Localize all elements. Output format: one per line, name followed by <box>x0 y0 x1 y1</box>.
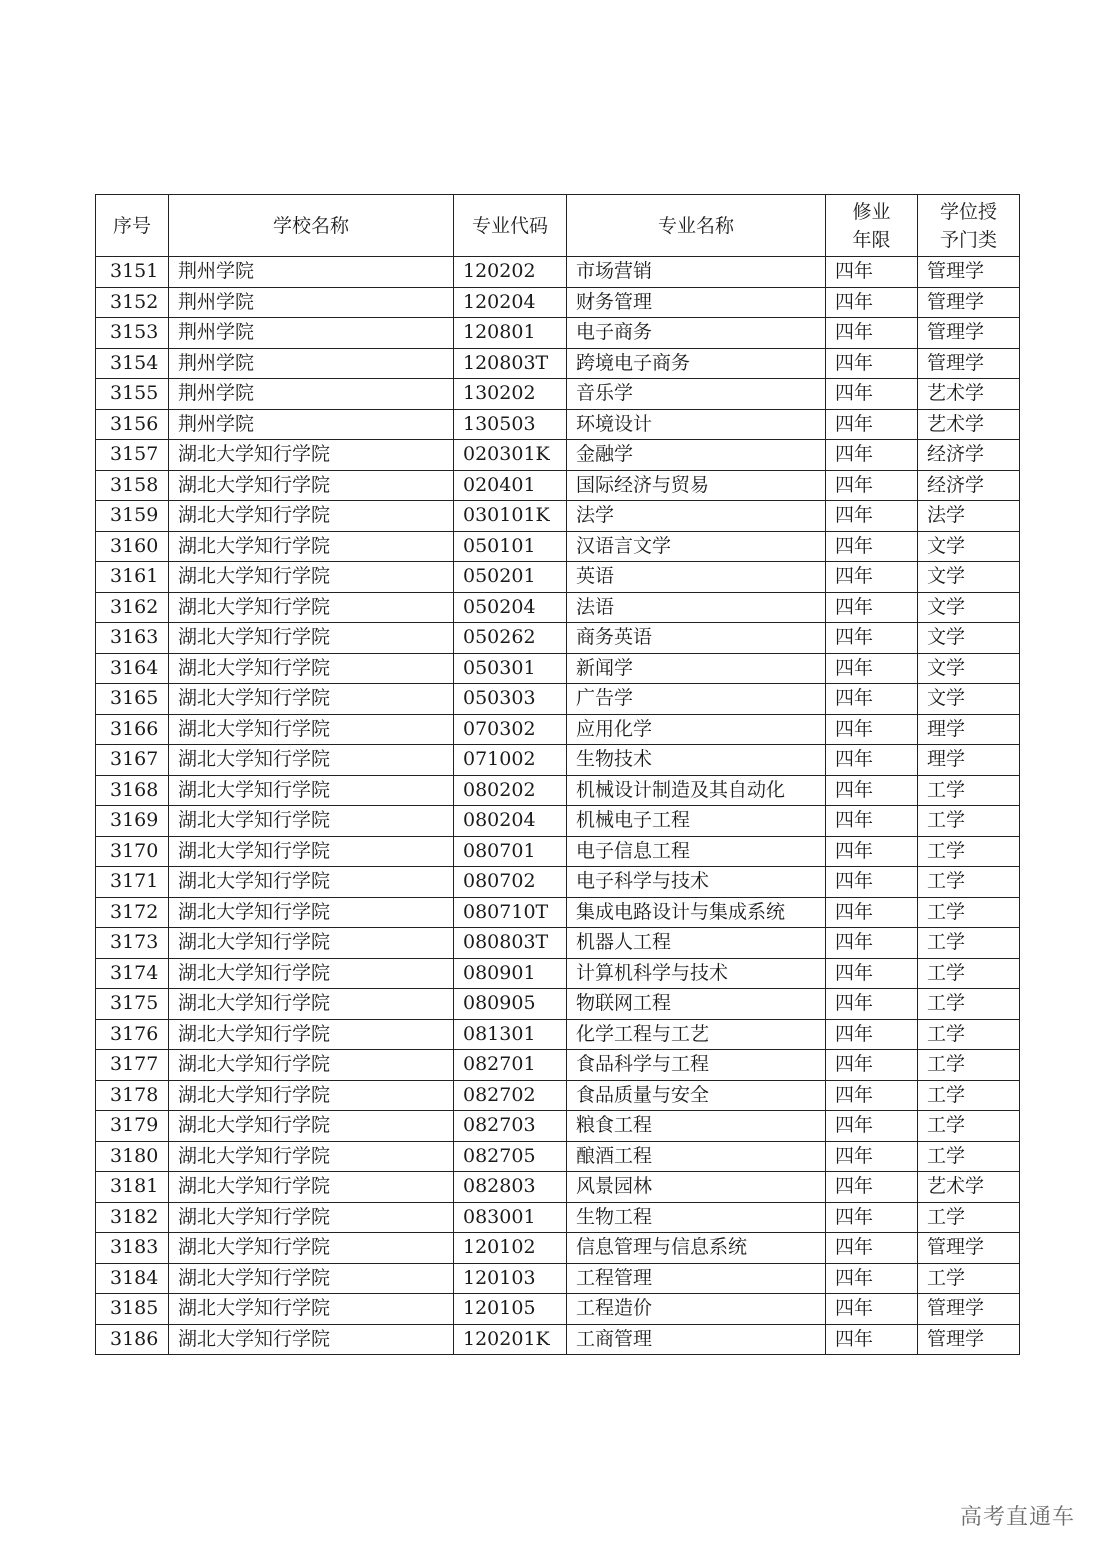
cell-degree: 法学 <box>918 501 1020 532</box>
cell-code: 082705 <box>454 1141 567 1172</box>
cell-code: 050262 <box>454 623 567 654</box>
cell-code: 080701 <box>454 836 567 867</box>
cell-years: 四年 <box>826 409 918 440</box>
cell-no: 3168 <box>96 775 169 806</box>
cell-code: 120204 <box>454 287 567 318</box>
cell-code: 080905 <box>454 989 567 1020</box>
table-row <box>96 592 1020 623</box>
cell-degree: 管理学 <box>918 257 1020 288</box>
cell-years: 四年 <box>826 1263 918 1294</box>
table-row <box>96 836 1020 867</box>
cell-code: 083001 <box>454 1202 567 1233</box>
table-row <box>96 1294 1020 1325</box>
cell-degree: 工学 <box>918 1019 1020 1050</box>
cell-code: 120803T <box>454 348 567 379</box>
cell-degree: 管理学 <box>918 1324 1020 1355</box>
cell-major: 法语 <box>567 592 826 623</box>
cell-degree: 工学 <box>918 1111 1020 1142</box>
cell-major: 工程造价 <box>567 1294 826 1325</box>
cell-major: 机械电子工程 <box>567 806 826 837</box>
header-code: 专业代码 <box>454 195 567 257</box>
cell-school: 湖北大学知行学院 <box>169 1294 454 1325</box>
cell-code: 120801 <box>454 318 567 349</box>
cell-code: 070302 <box>454 714 567 745</box>
cell-years: 四年 <box>826 867 918 898</box>
cell-years: 四年 <box>826 348 918 379</box>
cell-school: 湖北大学知行学院 <box>169 653 454 684</box>
cell-years: 四年 <box>826 287 918 318</box>
cell-degree: 理学 <box>918 745 1020 776</box>
cell-years: 四年 <box>826 928 918 959</box>
cell-degree: 文学 <box>918 653 1020 684</box>
table-row <box>96 684 1020 715</box>
table-row <box>96 318 1020 349</box>
cell-no: 3180 <box>96 1141 169 1172</box>
cell-degree: 艺术学 <box>918 379 1020 410</box>
table-row <box>96 1233 1020 1264</box>
cell-school: 湖北大学知行学院 <box>169 501 454 532</box>
cell-school: 湖北大学知行学院 <box>169 1324 454 1355</box>
cell-major: 风景园林 <box>567 1172 826 1203</box>
cell-no: 3184 <box>96 1263 169 1294</box>
table-row <box>96 1202 1020 1233</box>
table-row <box>96 1263 1020 1294</box>
cell-major: 信息管理与信息系统 <box>567 1233 826 1264</box>
cell-no: 3185 <box>96 1294 169 1325</box>
cell-major: 电子商务 <box>567 318 826 349</box>
cell-school: 湖北大学知行学院 <box>169 1263 454 1294</box>
cell-no: 3170 <box>96 836 169 867</box>
table-header <box>96 195 1020 257</box>
table-row <box>96 897 1020 928</box>
cell-school: 湖北大学知行学院 <box>169 684 454 715</box>
header-degree: 学位授 予门类 <box>918 195 1020 257</box>
table-row <box>96 623 1020 654</box>
cell-degree: 工学 <box>918 1263 1020 1294</box>
cell-years: 四年 <box>826 1324 918 1355</box>
cell-major: 环境设计 <box>567 409 826 440</box>
cell-school: 荆州学院 <box>169 348 454 379</box>
cell-school: 荆州学院 <box>169 379 454 410</box>
table-row <box>96 379 1020 410</box>
cell-no: 3166 <box>96 714 169 745</box>
cell-years: 四年 <box>826 318 918 349</box>
table-row <box>96 1324 1020 1355</box>
header-school: 学校名称 <box>169 195 454 257</box>
cell-school: 湖北大学知行学院 <box>169 989 454 1020</box>
cell-school: 湖北大学知行学院 <box>169 775 454 806</box>
table-row <box>96 501 1020 532</box>
table-row <box>96 958 1020 989</box>
cell-no: 3163 <box>96 623 169 654</box>
cell-school: 湖北大学知行学院 <box>169 1050 454 1081</box>
cell-years: 四年 <box>826 684 918 715</box>
table-row <box>96 1111 1020 1142</box>
cell-code: 120202 <box>454 257 567 288</box>
cell-years: 四年 <box>826 958 918 989</box>
cell-major: 财务管理 <box>567 287 826 318</box>
cell-school: 湖北大学知行学院 <box>169 1233 454 1264</box>
cell-code: 080202 <box>454 775 567 806</box>
cell-degree: 管理学 <box>918 348 1020 379</box>
cell-major: 机器人工程 <box>567 928 826 959</box>
cell-degree: 工学 <box>918 897 1020 928</box>
cell-years: 四年 <box>826 1233 918 1264</box>
cell-major: 化学工程与工艺 <box>567 1019 826 1050</box>
cell-years: 四年 <box>826 714 918 745</box>
table-row <box>96 806 1020 837</box>
cell-school: 湖北大学知行学院 <box>169 928 454 959</box>
cell-major: 国际经济与贸易 <box>567 470 826 501</box>
cell-code: 050204 <box>454 592 567 623</box>
table-row <box>96 775 1020 806</box>
cell-degree: 工学 <box>918 1141 1020 1172</box>
cell-code: 050303 <box>454 684 567 715</box>
cell-major: 音乐学 <box>567 379 826 410</box>
cell-school: 湖北大学知行学院 <box>169 1172 454 1203</box>
cell-degree: 工学 <box>918 1202 1020 1233</box>
cell-code: 080204 <box>454 806 567 837</box>
cell-years: 四年 <box>826 1294 918 1325</box>
cell-school: 湖北大学知行学院 <box>169 592 454 623</box>
cell-no: 3159 <box>96 501 169 532</box>
cell-major: 工程管理 <box>567 1263 826 1294</box>
watermark: 高考直通车 <box>959 1505 1075 1530</box>
cell-years: 四年 <box>826 989 918 1020</box>
table-row <box>96 867 1020 898</box>
cell-degree: 工学 <box>918 775 1020 806</box>
cell-major: 粮食工程 <box>567 1111 826 1142</box>
cell-degree: 工学 <box>918 928 1020 959</box>
cell-degree: 文学 <box>918 592 1020 623</box>
cell-years: 四年 <box>826 592 918 623</box>
table-row <box>96 531 1020 562</box>
table-body <box>96 257 1020 1355</box>
cell-code: 130503 <box>454 409 567 440</box>
cell-years: 四年 <box>826 806 918 837</box>
cell-degree: 工学 <box>918 836 1020 867</box>
cell-school: 湖北大学知行学院 <box>169 958 454 989</box>
cell-no: 3173 <box>96 928 169 959</box>
table-row <box>96 1080 1020 1111</box>
cell-major: 法学 <box>567 501 826 532</box>
cell-code: 081301 <box>454 1019 567 1050</box>
cell-no: 3157 <box>96 440 169 471</box>
cell-school: 湖北大学知行学院 <box>169 562 454 593</box>
cell-school: 荆州学院 <box>169 318 454 349</box>
cell-major: 计算机科学与技术 <box>567 958 826 989</box>
cell-major: 酿酒工程 <box>567 1141 826 1172</box>
cell-major: 生物工程 <box>567 1202 826 1233</box>
cell-years: 四年 <box>826 623 918 654</box>
cell-code: 130202 <box>454 379 567 410</box>
cell-years: 四年 <box>826 257 918 288</box>
table-row <box>96 470 1020 501</box>
cell-major: 生物技术 <box>567 745 826 776</box>
table-row <box>96 1141 1020 1172</box>
cell-code: 050101 <box>454 531 567 562</box>
cell-degree: 管理学 <box>918 1233 1020 1264</box>
cell-code: 071002 <box>454 745 567 776</box>
cell-code: 030101K <box>454 501 567 532</box>
cell-no: 3167 <box>96 745 169 776</box>
cell-major: 金融学 <box>567 440 826 471</box>
cell-major: 电子科学与技术 <box>567 867 826 898</box>
cell-major: 商务英语 <box>567 623 826 654</box>
cell-code: 080901 <box>454 958 567 989</box>
cell-no: 3177 <box>96 1050 169 1081</box>
cell-no: 3186 <box>96 1324 169 1355</box>
cell-years: 四年 <box>826 501 918 532</box>
cell-years: 四年 <box>826 653 918 684</box>
cell-school: 湖北大学知行学院 <box>169 714 454 745</box>
cell-code: 082701 <box>454 1050 567 1081</box>
cell-degree: 管理学 <box>918 287 1020 318</box>
cell-no: 3175 <box>96 989 169 1020</box>
cell-code: 020401 <box>454 470 567 501</box>
table-row <box>96 409 1020 440</box>
cell-school: 湖北大学知行学院 <box>169 1080 454 1111</box>
majors-table <box>95 194 1020 1355</box>
cell-years: 四年 <box>826 775 918 806</box>
cell-code: 080710T <box>454 897 567 928</box>
cell-school: 湖北大学知行学院 <box>169 897 454 928</box>
cell-degree: 管理学 <box>918 318 1020 349</box>
cell-years: 四年 <box>826 531 918 562</box>
cell-school: 湖北大学知行学院 <box>169 867 454 898</box>
cell-no: 3161 <box>96 562 169 593</box>
cell-years: 四年 <box>826 440 918 471</box>
cell-no: 3155 <box>96 379 169 410</box>
cell-school: 湖北大学知行学院 <box>169 470 454 501</box>
cell-no: 3179 <box>96 1111 169 1142</box>
cell-no: 3174 <box>96 958 169 989</box>
cell-years: 四年 <box>826 897 918 928</box>
cell-degree: 经济学 <box>918 470 1020 501</box>
cell-years: 四年 <box>826 379 918 410</box>
cell-major: 食品科学与工程 <box>567 1050 826 1081</box>
cell-degree: 工学 <box>918 1080 1020 1111</box>
cell-major: 工商管理 <box>567 1324 826 1355</box>
table-row <box>96 1019 1020 1050</box>
table-row <box>96 745 1020 776</box>
cell-code: 080803T <box>454 928 567 959</box>
cell-code: 082703 <box>454 1111 567 1142</box>
cell-code: 082803 <box>454 1172 567 1203</box>
cell-years: 四年 <box>826 1019 918 1050</box>
cell-no: 3169 <box>96 806 169 837</box>
cell-major: 市场营销 <box>567 257 826 288</box>
cell-major: 机械设计制造及其自动化 <box>567 775 826 806</box>
cell-major: 英语 <box>567 562 826 593</box>
table-row <box>96 348 1020 379</box>
cell-degree: 工学 <box>918 806 1020 837</box>
cell-degree: 文学 <box>918 531 1020 562</box>
cell-school: 湖北大学知行学院 <box>169 806 454 837</box>
cell-degree: 文学 <box>918 623 1020 654</box>
cell-code: 120105 <box>454 1294 567 1325</box>
cell-code: 080702 <box>454 867 567 898</box>
cell-school: 湖北大学知行学院 <box>169 1111 454 1142</box>
cell-code: 020301K <box>454 440 567 471</box>
table-row <box>96 1050 1020 1081</box>
cell-code: 050301 <box>454 653 567 684</box>
cell-major: 物联网工程 <box>567 989 826 1020</box>
cell-degree: 理学 <box>918 714 1020 745</box>
cell-school: 荆州学院 <box>169 409 454 440</box>
table-row <box>96 928 1020 959</box>
cell-code: 120201K <box>454 1324 567 1355</box>
cell-school: 湖北大学知行学院 <box>169 623 454 654</box>
cell-years: 四年 <box>826 1202 918 1233</box>
header-major: 专业名称 <box>567 195 826 257</box>
cell-major: 汉语言文学 <box>567 531 826 562</box>
table-row <box>96 257 1020 288</box>
cell-years: 四年 <box>826 1080 918 1111</box>
cell-school: 湖北大学知行学院 <box>169 836 454 867</box>
cell-degree: 管理学 <box>918 1294 1020 1325</box>
cell-code: 120102 <box>454 1233 567 1264</box>
cell-degree: 工学 <box>918 958 1020 989</box>
cell-major: 新闻学 <box>567 653 826 684</box>
cell-degree: 工学 <box>918 989 1020 1020</box>
header-years: 修业 年限 <box>826 195 918 257</box>
cell-no: 3156 <box>96 409 169 440</box>
cell-no: 3151 <box>96 257 169 288</box>
cell-school: 湖北大学知行学院 <box>169 1202 454 1233</box>
cell-no: 3164 <box>96 653 169 684</box>
cell-no: 3158 <box>96 470 169 501</box>
cell-code: 082702 <box>454 1080 567 1111</box>
cell-years: 四年 <box>826 1172 918 1203</box>
cell-school: 湖北大学知行学院 <box>169 1141 454 1172</box>
cell-school: 湖北大学知行学院 <box>169 440 454 471</box>
cell-major: 电子信息工程 <box>567 836 826 867</box>
cell-school: 湖北大学知行学院 <box>169 1019 454 1050</box>
cell-school: 湖北大学知行学院 <box>169 531 454 562</box>
cell-degree: 工学 <box>918 1050 1020 1081</box>
cell-no: 3162 <box>96 592 169 623</box>
cell-years: 四年 <box>826 836 918 867</box>
cell-code: 120103 <box>454 1263 567 1294</box>
cell-school: 荆州学院 <box>169 287 454 318</box>
cell-major: 跨境电子商务 <box>567 348 826 379</box>
cell-no: 3165 <box>96 684 169 715</box>
cell-major: 广告学 <box>567 684 826 715</box>
cell-no: 3178 <box>96 1080 169 1111</box>
cell-no: 3160 <box>96 531 169 562</box>
cell-no: 3176 <box>96 1019 169 1050</box>
cell-years: 四年 <box>826 745 918 776</box>
cell-degree: 工学 <box>918 867 1020 898</box>
cell-no: 3153 <box>96 318 169 349</box>
table-row <box>96 287 1020 318</box>
header-no: 序号 <box>96 195 169 257</box>
cell-years: 四年 <box>826 1050 918 1081</box>
cell-years: 四年 <box>826 562 918 593</box>
header-row <box>96 195 1020 257</box>
cell-major: 食品质量与安全 <box>567 1080 826 1111</box>
cell-no: 3154 <box>96 348 169 379</box>
table-row <box>96 440 1020 471</box>
cell-no: 3152 <box>96 287 169 318</box>
cell-degree: 艺术学 <box>918 1172 1020 1203</box>
table-row <box>96 653 1020 684</box>
table-row <box>96 1172 1020 1203</box>
cell-years: 四年 <box>826 1111 918 1142</box>
cell-no: 3181 <box>96 1172 169 1203</box>
cell-no: 3171 <box>96 867 169 898</box>
cell-degree: 艺术学 <box>918 409 1020 440</box>
cell-years: 四年 <box>826 1141 918 1172</box>
cell-school: 荆州学院 <box>169 257 454 288</box>
table-row <box>96 989 1020 1020</box>
cell-degree: 经济学 <box>918 440 1020 471</box>
cell-no: 3182 <box>96 1202 169 1233</box>
cell-no: 3172 <box>96 897 169 928</box>
cell-degree: 文学 <box>918 684 1020 715</box>
cell-code: 050201 <box>454 562 567 593</box>
table-row <box>96 714 1020 745</box>
cell-school: 湖北大学知行学院 <box>169 745 454 776</box>
cell-major: 应用化学 <box>567 714 826 745</box>
cell-no: 3183 <box>96 1233 169 1264</box>
cell-years: 四年 <box>826 470 918 501</box>
cell-major: 集成电路设计与集成系统 <box>567 897 826 928</box>
table-row <box>96 562 1020 593</box>
cell-degree: 文学 <box>918 562 1020 593</box>
